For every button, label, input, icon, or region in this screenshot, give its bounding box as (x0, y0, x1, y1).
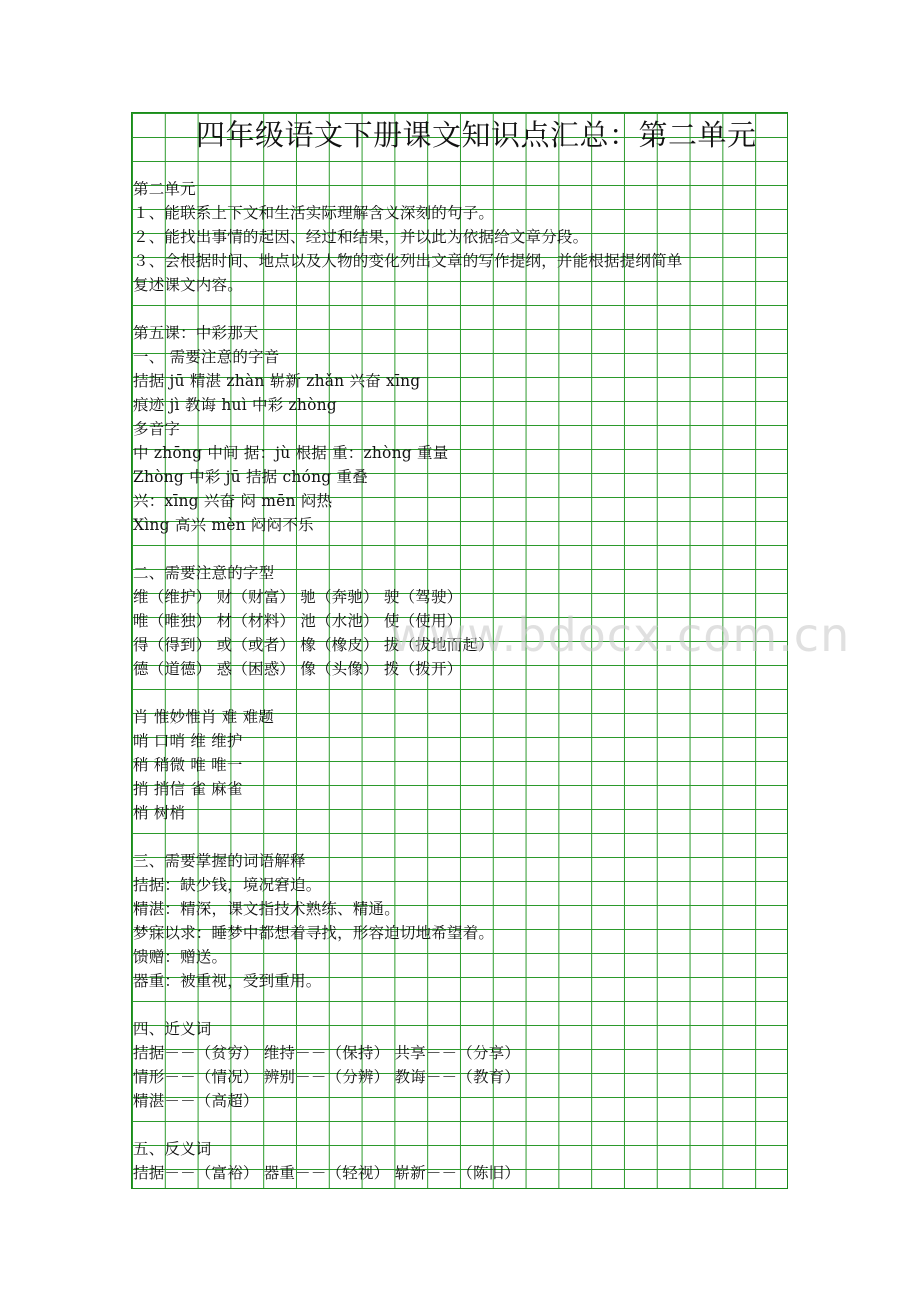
polyphone-heading: 多音字 (133, 420, 181, 438)
lesson-heading: 第五课：中彩那天 (133, 324, 259, 342)
section-heading-1: 一、 需要注意的字音 (133, 348, 280, 366)
goal-line-3-cont: 复述课文内容。 (133, 276, 243, 294)
synonym-line: 拮据－－（贫穷） 维持－－（保持） 共享－－（分享） (133, 1044, 521, 1062)
document-title: 四年级语文下册课文知识点汇总：第二单元 (196, 118, 757, 152)
character-pair-line: 肖 惟妙惟肖 难 难题 (133, 708, 274, 726)
unit-heading: 第二单元 (133, 180, 196, 198)
polyphone-line: 兴：xīng 兴奋 闷 mēn 闷热 (133, 492, 333, 510)
pronunciation-line: 痕迹 jì 教诲 huì 中彩 zhòng (133, 396, 337, 414)
goal-line-2: ２、能找出事情的起因、经过和结果，并以此为依据给文章分段。 (133, 228, 589, 246)
character-pair-line: 捎 捎信 雀 麻雀 (133, 780, 243, 798)
definition-line: 梦寐以求：睡梦中都想着寻找，形容迫切地希望着。 (133, 924, 495, 942)
polyphone-line: Zhòng 中彩 jū 拮据 chóng 重叠 (133, 468, 368, 486)
character-pair-line: 哨 口哨 维 维护 (133, 732, 243, 750)
pronunciation-line: 拮据 jū 精湛 zhàn 崭新 zhǎn 兴奋 xīng (133, 372, 421, 390)
section-heading-3: 三、需要掌握的词语解释 (133, 852, 306, 870)
glyph-line: 德（道德） 惑（困惑） 像（头像） 拨（拨开） (133, 660, 463, 678)
watermark-text: www.bdocx.com.cn (390, 608, 851, 662)
goal-line-3: ３、会根据时间、地点以及人物的变化列出文章的写作提纲，并能根据提纲简单 (133, 252, 683, 270)
glyph-line: 唯（唯独） 材（材料） 池（水池） 使（使用） (133, 612, 463, 630)
character-pair-line: 稍 稍微 唯 唯一 (133, 756, 243, 774)
synonym-line: 精湛－－（高超） (133, 1092, 259, 1110)
section-heading-5: 五、反义词 (133, 1140, 212, 1158)
goal-line-1: １、能联系上下文和生活实际理解含义深刻的句子。 (133, 204, 495, 222)
polyphone-line: 中 zhōng 中间 据：jù 根据 重：zhòng 重量 (133, 444, 449, 462)
character-pair-line: 梢 树梢 (133, 804, 186, 822)
glyph-line: 维（维护） 财（财富） 驰（奔驰） 驶（驾驶） (133, 588, 463, 606)
section-heading-4: 四、近义词 (133, 1020, 212, 1038)
polyphone-line: Xìng 高兴 mèn 闷闷不乐 (133, 516, 314, 534)
definition-line: 馈赠：赠送。 (133, 948, 228, 966)
definition-line: 拮据：缺少钱，境况窘迫。 (133, 876, 322, 894)
antonym-line: 拮据－－（富裕） 器重－－（轻视） 崭新－－（陈旧） (133, 1164, 521, 1182)
definition-line: 器重：被重视，受到重用。 (133, 972, 322, 990)
definition-line: 精湛：精深，课文指技术熟练、精通。 (133, 900, 400, 918)
section-heading-2: 二、需要注意的字型 (133, 564, 275, 582)
synonym-line: 情形－－（情况） 辨别－－（分辨） 教诲－－（教育） (133, 1068, 521, 1086)
glyph-line: 得（得到） 或（或者） 橡（橡皮） 拔（拔地而起） (133, 636, 494, 654)
